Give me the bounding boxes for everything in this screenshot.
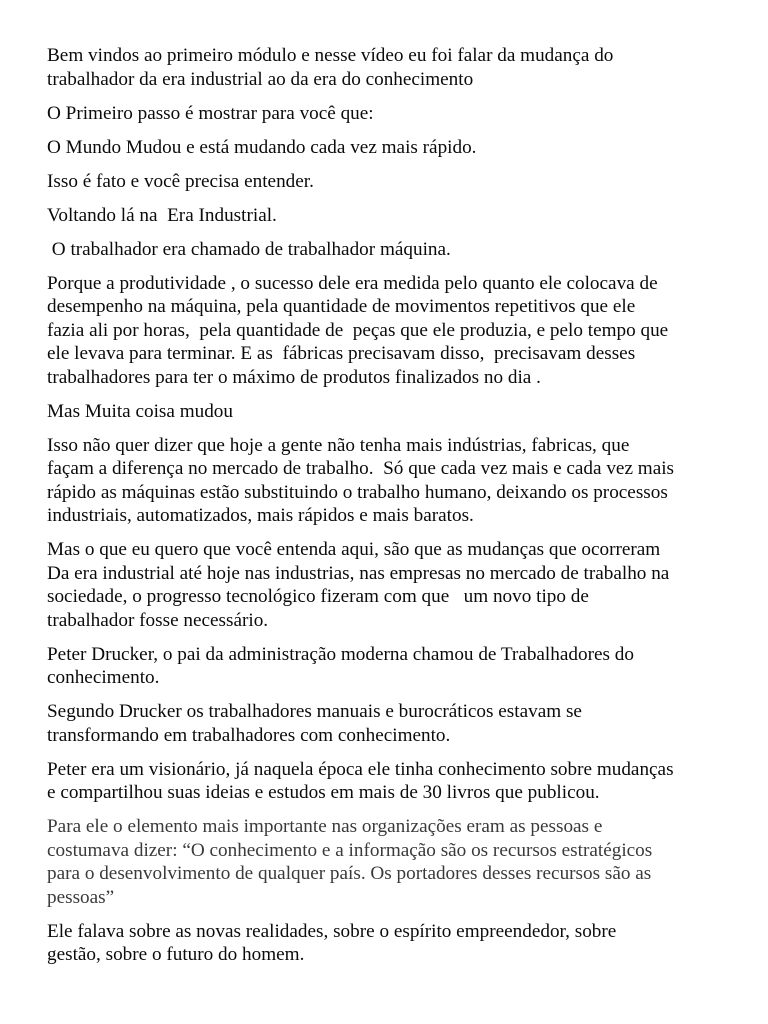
paragraph-visionary: Peter era um visionário, já naquela época ele tinha conhecimento sobre mudanças e compartilhou suas ideias e estudos em mais de 30 livros que publicou. xyxy=(47,758,674,803)
paragraph-industrial-era: Voltando lá na Era Industrial. xyxy=(47,204,277,226)
paragraph-first-step: O Primeiro passo é mostrar para você que: xyxy=(47,102,374,124)
paragraph-world-changed: O Mundo Mudou e está mudando cada vez mais rápido. xyxy=(47,136,477,158)
paragraph-fact: Isso é fato e você precisa entender. xyxy=(47,170,314,192)
paragraph-new-realities: Ele falava sobre as novas realidades, sobre o espírito empreendedor, sobre gestão, sobre o futuro do homem. xyxy=(47,920,617,965)
paragraph-drucker-workers: Segundo Drucker os trabalhadores manuais e burocráticos estavam se transformando em trabalhadores com conhecimento. xyxy=(47,701,582,746)
paragraph-industries-today: Isso não quer dizer que hoje a gente não tenha mais indústrias, fabricas, que façam a diferença no mercado de trabalho. Só que cada vez mais e cada vez mais rápido as máquinas estão substituindo o trabalho humano, deixando os processos industriais, automatizados, mais rápidos e mais baratos. xyxy=(47,434,675,526)
paragraph-machine-worker: O trabalhador era chamado de trabalhador máquina. xyxy=(47,238,451,260)
paragraph-intro: Bem vindos ao primeiro módulo e nesse vídeo eu foi falar da mudança do trabalhador da era industrial ao da era do conhecimento xyxy=(47,45,614,90)
paragraph-changes: Mas o que eu quero que você entenda aqui, são que as mudanças que ocorreram Da era industrial até hoje nas industrias, nas empresas no mercado de trabalho na sociedade, o progresso tecnológico fizeram com que um novo tipo de trabalhador fosse necessário. xyxy=(47,539,670,631)
document-body xyxy=(47,44,737,977)
paragraph-much-changed: Mas Muita coisa mudou xyxy=(47,400,233,422)
paragraph-quote: Para ele o elemento mais importante nas organizações eram as pessoas e costumava dizer: “O conhecimento e a informação são os recursos estratégicos para o desenvolvimento de qualquer país. Os portadores desses recursos são as pessoas” xyxy=(47,816,653,908)
paragraph-productivity: Porque a produtividade , o sucesso dele era medida pelo quanto ele colocava de desempenho na máquina, pela quantidade de movimentos repetitivos que ele fazia ali por horas, pela quantidade de peças que ele produzia, e pelo tempo que ele levava para terminar. E as fábricas precisavam disso, precisavam desses trabalhadores para ter o máximo de produtos finalizados no dia . xyxy=(47,272,669,388)
paragraph-drucker: Peter Drucker, o pai da administração moderna chamou de Trabalhadores do conhecimento. xyxy=(47,643,634,688)
